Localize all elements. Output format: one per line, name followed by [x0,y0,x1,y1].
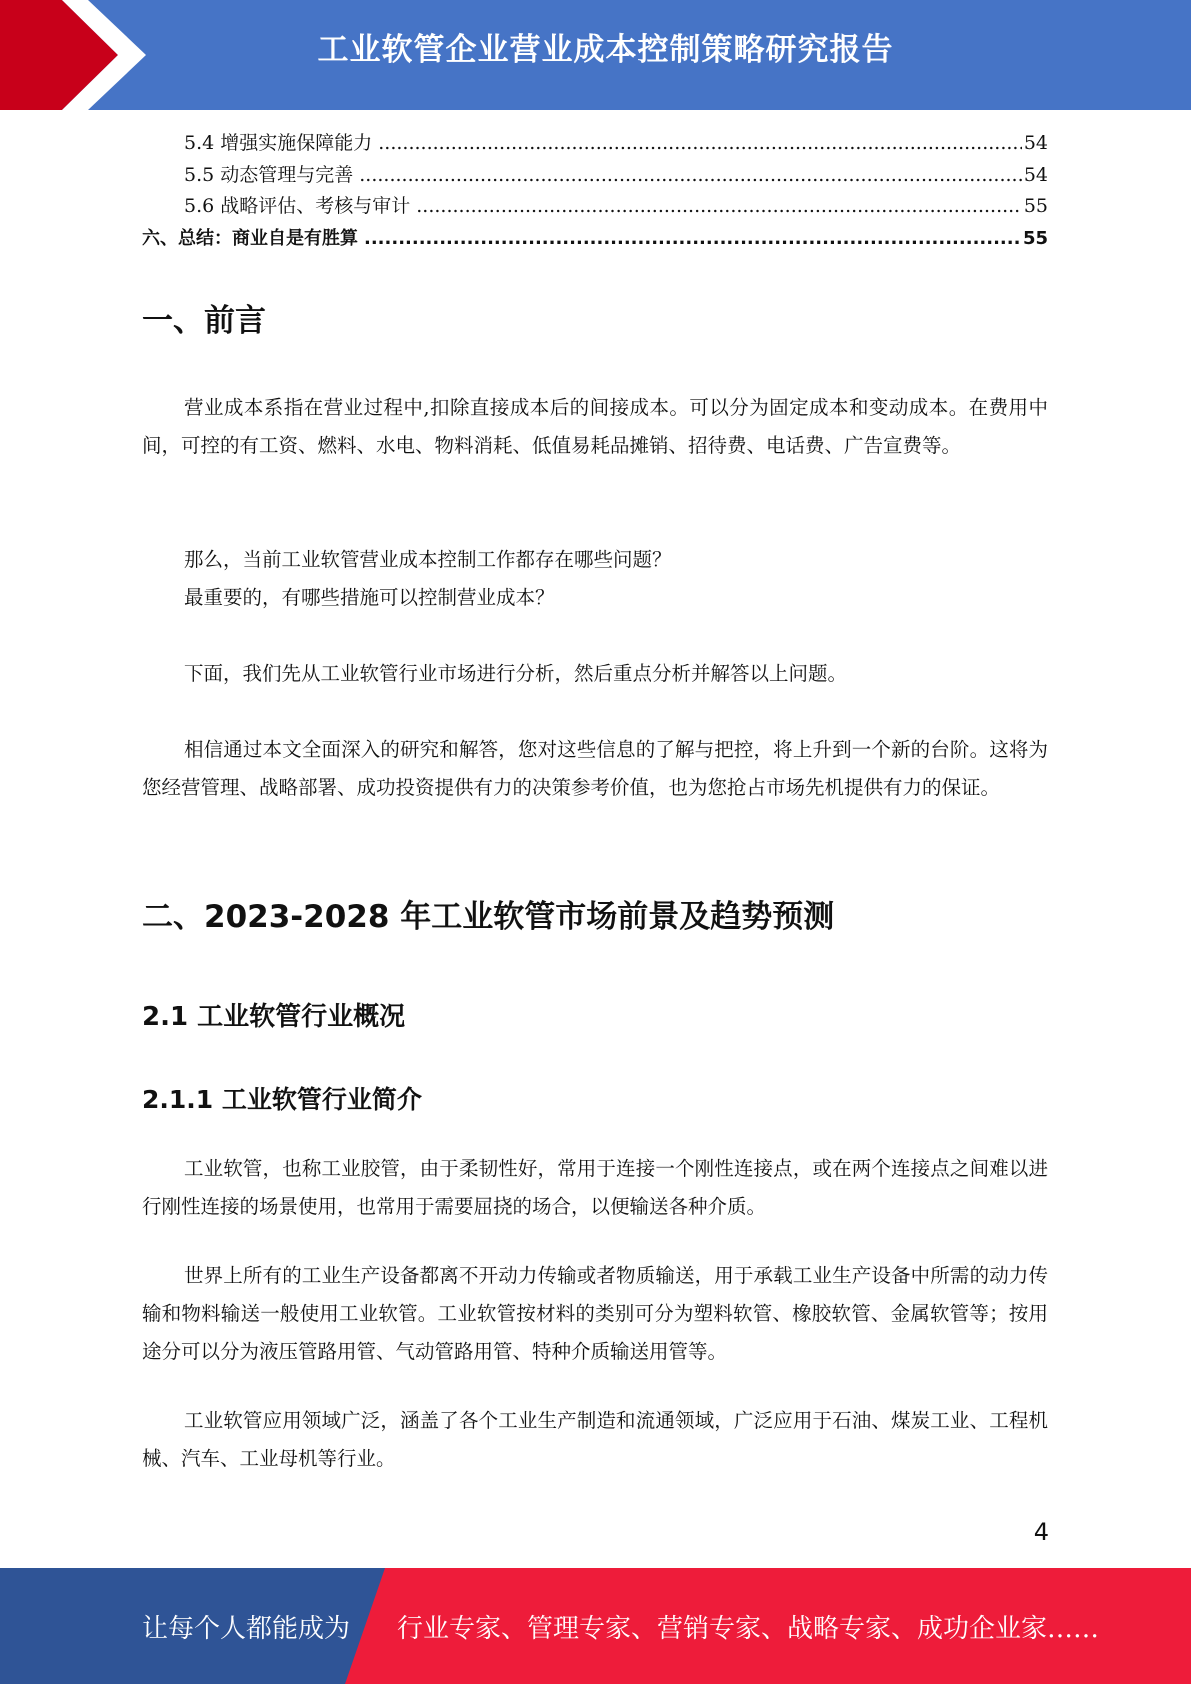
section-1-heading: 一、前言 [142,303,266,339]
toc-entry-label: 5.6 战略评估、考核与审计 [184,191,416,223]
section-2-paragraph-1: 工业软管，也称工业胶管，由于柔韧性好，常用于连接一个刚性连接点，或在两个连接点之间难以进行刚性连接的场景使用，也常用于需要屈挠的场合，以便输送各种介质。 [142,1157,1048,1218]
toc-leader-dots [416,191,1022,223]
page-header [0,0,1191,110]
toc-entry-page: 54 [1023,163,1048,186]
toc-entry-label: 5.4 增强实施保障能力 [184,128,378,160]
question-2: 最重要的，有哪些措施可以控制营业成本？ [184,586,555,609]
toc-entry-page: 54 [1023,132,1048,154]
page-footer [0,1568,1191,1684]
toc-entry-page: 55 [1023,195,1048,217]
report-title: 工业软管企业营业成本控制策略研究报告 [317,32,894,68]
section-1-questions [142,541,1048,617]
subsection-2-1-heading: 2.1 工业软管行业概况 [142,1002,406,1032]
section-2-heading: 二、2023-2028 年工业软管市场前景及趋势预测 [142,899,835,935]
section-2-paragraph-3: 工业软管应用领域广泛，涵盖了各个工业生产制造和流通领域，广泛应用于石油、煤炭工业、工程机械、汽车、工业母机等行业。 [142,1409,1048,1470]
toc-leader-dots [359,160,1022,192]
toc-entry-page: 55 [1022,227,1048,249]
footer-slogan-right: 行业专家、管理专家、营销专家、战略专家、成功企业家…… [397,1614,1100,1644]
toc-leader-dots [378,128,1022,160]
toc-entry-label: 5.5 动态管理与完善 [184,160,359,192]
section-1-paragraph-2: 下面，我们先从工业软管行业市场进行分析，然后重点分析并解答以上问题。 [184,662,848,685]
toc-entry-5-4[interactable] [142,128,1048,160]
page-number: 4 [1033,1518,1049,1546]
toc-entry-5-5[interactable] [142,160,1048,192]
toc-entry-5-6[interactable] [142,191,1048,223]
section-1-paragraph-3: 相信通过本文全面深入的研究和解答，您对这些信息的了解与把控，将上升到一个新的台阶。这将为您经营管理、战略部署、成功投资提供有力的决策参考价值，也为您抢占市场先机提供有力的保证。 [142,738,1048,799]
toc-entry-label: 六、总结：商业自是有胜算 [142,223,364,255]
toc-leader-dots [364,223,1021,255]
toc-entry-6[interactable] [142,223,1048,255]
subsection-2-1-1-heading: 2.1.1 工业软管行业简介 [142,1085,422,1114]
table-of-contents [142,128,1048,254]
footer-slogan-left: 让每个人都能成为 [142,1614,351,1644]
section-1-paragraph-1: 营业成本系指在营业过程中,扣除直接成本后的间接成本。可以分为固定成本和变动成本。在费用中间，可控的有工资、燃料、水电、物料消耗、低值易耗品摊销、招待费、电话费、广告宣费等。 [142,396,1048,457]
question-1: 那么，当前工业软管营业成本控制工作都存在哪些问题？ [184,548,672,571]
section-2-paragraph-2: 世界上所有的工业生产设备都离不开动力传输或者物质输送，用于承载工业生产设备中所需的动力传输和物料输送一般使用工业软管。工业软管按材料的类别可分为塑料软管、橡胶软管、金属软管等；按用途分可以分为液压管路用管、气动管路用管、特种介质输送用管等。 [142,1264,1048,1363]
